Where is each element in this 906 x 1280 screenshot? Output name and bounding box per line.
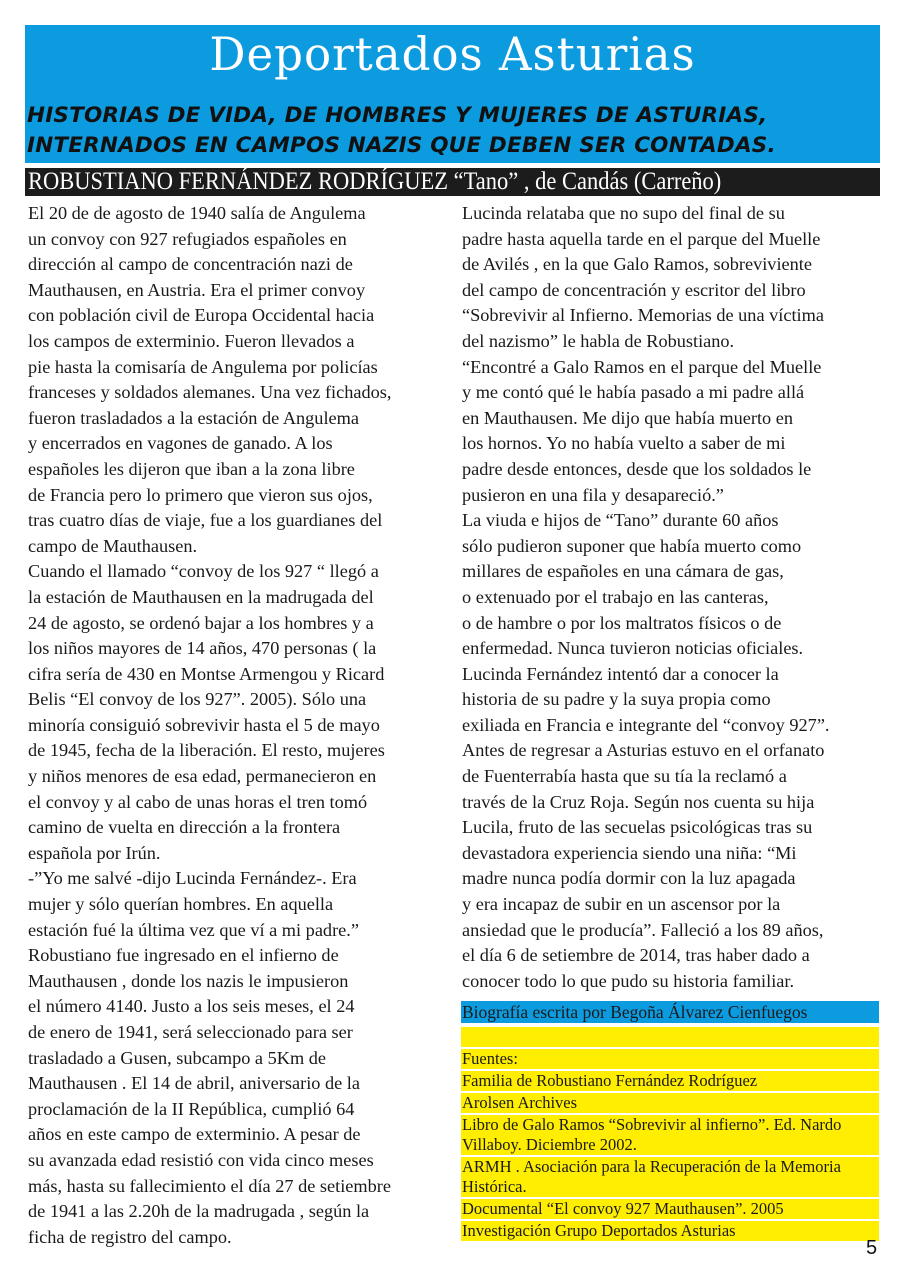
- text-line: o de hambre o por los maltratos físicos o de: [462, 612, 782, 633]
- text-line: 24 de agosto, se ordenó bajar a los hombres y a: [28, 612, 374, 633]
- text-line: del nazismo” le habla de Robustiano.: [462, 330, 735, 351]
- text-line: y niños menores de esa edad, permanecieron en: [28, 766, 377, 787]
- text-line: ansiedad que le producía”. Falleció a los 89 años,: [462, 919, 824, 940]
- page-number: 5: [866, 1237, 878, 1259]
- text-line: “Sobrevivir al Infierno. Memorias de una víctima: [462, 305, 824, 326]
- text-line: ficha de registro del campo.: [28, 1226, 232, 1247]
- article-name-bar: [25, 168, 880, 196]
- text-line: el número 4140. Justo a los seis meses, el 24: [28, 996, 355, 1017]
- text-line: años en este campo de exterminio. A pesar de: [28, 1124, 361, 1145]
- author-credit: Biografía escrita por Begoña Álvarez Cienfuegos: [461, 1001, 879, 1023]
- text-line: campo de Mauthausen.: [28, 535, 198, 556]
- text-line: Mauthausen, en Austria. Era el primer convoy: [28, 279, 366, 300]
- text-line: la estación de Mauthausen en la madrugada del: [28, 586, 374, 607]
- text-line: españoles les dijeron que iban a la zona libre: [28, 458, 355, 479]
- text-line: española por Irún.: [28, 842, 161, 863]
- source-line: Documental “El convoy 927 Mauthausen”. 2005: [462, 1199, 784, 1218]
- text-line: padre desde entonces, desde que los soldados le: [462, 458, 812, 479]
- text-line: Lucila, fruto de las secuelas psicológicas tras su: [462, 817, 813, 838]
- source-line: Investigación Grupo Deportados Asturias: [462, 1221, 736, 1240]
- text-line: el día 6 de setiembre de 2014, tras haber dado a: [462, 945, 810, 966]
- subtitle: [27, 101, 776, 161]
- source-item: [461, 1115, 879, 1155]
- text-line: en Mauthausen. Me dijo que había muerto en: [462, 407, 793, 428]
- text-line: exiliada en Francia e integrante del “convoy 927”.: [462, 714, 830, 735]
- text-line: de 1945, fecha de la liberación. El resto, mujeres: [28, 740, 385, 761]
- text-line: de 1941 a las 2.20h de la madrugada , según la: [28, 1201, 370, 1222]
- text-line: proclamación de la II República, cumplió 64: [28, 1098, 355, 1119]
- source-line: Libro de Galo Ramos “Sobrevivir al infierno”. Ed. Nardo: [462, 1115, 842, 1134]
- text-line: mujer y sólo querían hombres. En aquella: [28, 894, 334, 915]
- spacer-row: [461, 1027, 879, 1047]
- text-line: estación fué la última vez que ví a mi padre.”: [28, 919, 359, 940]
- text-line: Antes de regresar a Asturias estuvo en el orfanato: [462, 740, 825, 761]
- source-line: Histórica.: [462, 1177, 527, 1196]
- text-line: El 20 de de agosto de 1940 salía de Angulema: [28, 203, 366, 223]
- text-line: madre nunca podía dormir con la luz apagada: [462, 868, 796, 889]
- left-column: [28, 201, 448, 1250]
- text-line: Belis “El convoy de los 927”. 2005). Sólo una: [28, 689, 367, 710]
- text-line: minoría consiguió sobrevivir hasta el 5 de mayo: [28, 714, 380, 735]
- text-line: cifra sería de 430 en Montse Armengou y Ricard: [28, 663, 385, 684]
- text-line: sólo pudieron suponer que había muerto como: [462, 535, 802, 556]
- text-line: Lucinda relataba que no supo del final de su: [462, 203, 785, 223]
- source-line: Familia de Robustiano Fernández Rodríguez: [462, 1071, 758, 1090]
- text-line: del campo de concentración y escritor del libro: [462, 279, 806, 300]
- text-line: trasladado a Gusen, subcampo a 5Km de: [28, 1047, 326, 1068]
- text-line: millares de españoles en una cámara de gas,: [462, 561, 784, 582]
- credits-box: [461, 1001, 879, 1243]
- source-line: ARMH . Asociación para la Recuperación de la Memoria: [462, 1157, 841, 1176]
- text-line: devastadora experiencia siendo una niña: “Mi: [462, 842, 797, 863]
- text-line: y era incapaz de subir en un ascensor por la: [462, 894, 781, 915]
- text-line: Lucinda Fernández intentó dar a conocer la: [462, 663, 779, 684]
- article-heading: ROBUSTIANO FERNÁNDEZ RODRÍGUEZ “Tano” , de Candás (Carreño): [28, 168, 722, 195]
- text-line: fueron trasladados a la estación de Angulema: [28, 407, 359, 428]
- text-line: el convoy y al cabo de unas horas el tren tomó: [28, 791, 368, 812]
- text-line: de enero de 1941, será seleccionado para ser: [28, 1022, 353, 1042]
- right-column: [462, 201, 882, 994]
- text-line: de Francia pero lo primero que vieron sus ojos,: [28, 484, 373, 505]
- source-item: [461, 1157, 879, 1197]
- text-line: -”Yo me salvé -dijo Lucinda Fernández-. Era: [28, 868, 357, 889]
- source-item: [461, 1221, 879, 1241]
- text-line: “Encontré a Galo Ramos en el parque del Muelle: [462, 356, 822, 377]
- text-line: pusieron en una fila y desapareció.”: [462, 484, 724, 505]
- text-line: los niños mayores de 14 años, 470 personas ( la: [28, 638, 377, 659]
- text-line: Robustiano fue ingresado en el infierno de: [28, 945, 339, 966]
- text-line: través de la Cruz Roja. Según nos cuenta su hija: [462, 791, 815, 812]
- text-line: y me contó qué le había pasado a mi padre allá: [462, 382, 805, 403]
- text-line: de Fuenterrabía hasta que su tía la reclamó a: [462, 766, 787, 787]
- text-line: pie hasta la comisaría de Angulema por policías: [28, 356, 378, 377]
- text-line: y encerrados en vagones de ganado. A los: [28, 433, 333, 454]
- text-line: conocer todo lo que pudo su historia familiar.: [462, 970, 795, 991]
- text-line: con población civil de Europa Occidental hacia: [28, 305, 375, 326]
- text-line: tras cuatro días de viaje, fue a los guardianes del: [28, 510, 383, 531]
- text-line: historia de su padre y la suya propia como: [462, 689, 771, 710]
- text-line: de Avilés , en la que Galo Ramos, sobreviviente: [462, 254, 812, 275]
- text-line: dirección al campo de concentración nazi de: [28, 254, 353, 275]
- text-line: Mauthausen , donde los nazis le impusieron: [28, 970, 349, 991]
- text-line: padre hasta aquella tarde en el parque del Muelle: [462, 228, 821, 249]
- subtitle-line: INTERNADOS EN CAMPOS NAZIS QUE DEBEN SER CONTADAS.: [27, 133, 776, 158]
- text-line: más, hasta su fallecimiento el día 27 de setiembre: [28, 1175, 391, 1196]
- source-line: Villaboy. Diciembre 2002.: [462, 1135, 637, 1154]
- header-banner: [25, 25, 880, 163]
- text-line: o extenuado por el trabajo en las canteras,: [462, 586, 769, 607]
- source-item: [461, 1071, 879, 1091]
- text-line: franceses y soldados alemanes. Una vez fichados,: [28, 382, 392, 403]
- text-line: camino de vuelta en dirección a la frontera: [28, 817, 341, 838]
- text-line: enfermedad. Nunca tuvieron noticias oficiales.: [462, 638, 804, 659]
- sources-label: Fuentes:: [461, 1049, 879, 1069]
- source-item: [461, 1093, 879, 1113]
- source-item: [461, 1199, 879, 1219]
- text-line: los campos de exterminio. Fueron llevados a: [28, 330, 355, 351]
- text-line: Mauthausen . El 14 de abril, aniversario de la: [28, 1073, 360, 1094]
- text-line: La viuda e hijos de “Tano” durante 60 años: [462, 510, 779, 531]
- page-title: Deportados Asturias: [209, 27, 696, 81]
- text-line: su avanzada edad resistió con vida cinco meses: [28, 1149, 374, 1170]
- source-line: Arolsen Archives: [462, 1093, 578, 1112]
- text-line: Cuando el llamado “convoy de los 927 “ llegó a: [28, 561, 379, 582]
- text-line: los hornos. Yo no había vuelto a saber de mi: [462, 433, 786, 454]
- subtitle-line: HISTORIAS DE VIDA, DE HOMBRES Y MUJERES DE ASTURIAS,: [27, 103, 768, 128]
- text-line: un convoy con 927 refugiados españoles en: [28, 228, 347, 249]
